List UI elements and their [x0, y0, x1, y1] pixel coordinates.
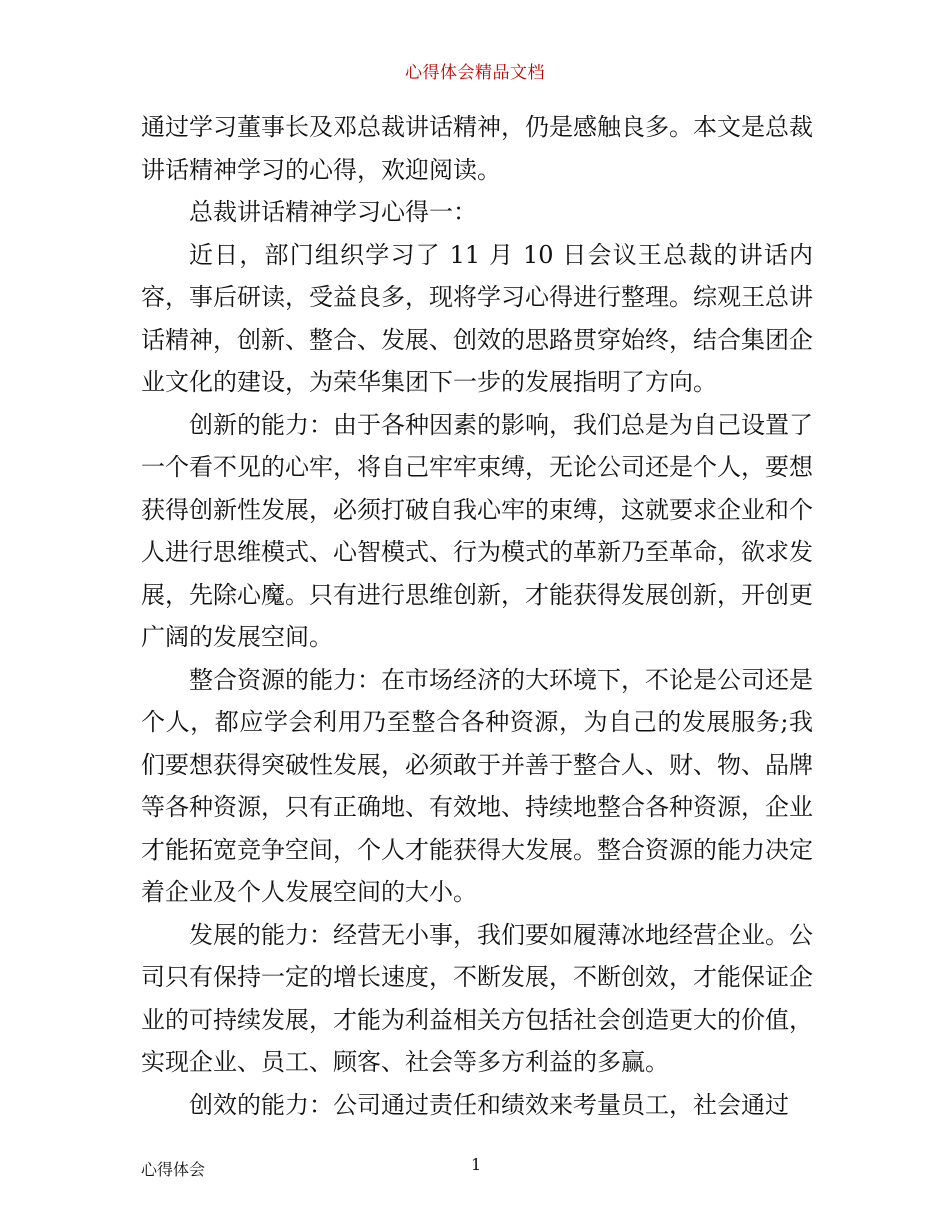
page-number: 1 [471, 1155, 482, 1174]
body-paragraph: 整合资源的能力：在市场经济的大环境下，不论是公司还是个人，都应学会利用乃至整合各种资源，为自己的发展服务;我们要想获得突破性发展，必须敢于并善于整合人、财、物、品牌等各种资源，只有正确地、有效地、持续地整合各种资源，企业才能拓宽竞争空间，个人才能获得大发展。整合资源的能力决定着企业及个人发展空间的大小。 [141, 665, 813, 906]
body-paragraph: 创新的能力：由于各种因素的影响，我们总是为自己设置了一个看不见的心牢，将自己牢牢束缚，无论公司还是个人，要想获得创新性发展，必须打破自我心牢的束缚，这就要求企业和个人进行思维模式、心智模式、行为模式的革新乃至革命，欲求发展，先除心魔。只有进行思维创新，才能获得发展创新，开创更广阔的发展空间。 [141, 410, 813, 651]
body-paragraph: 近日，部门组织学习了 11 月 10 日会议王总裁的讲话内容，事后研读，受益良多，现将学习心得进行整理。综观王总讲话精神，创新、整合、发展、创效的思路贯穿始终，结合集团企业文化的建设，为荣华集团下一步的发展指明了方向。 [141, 240, 813, 396]
section-heading: 总裁讲话精神学习心得一： [189, 198, 477, 226]
document-body [141, 106, 813, 1126]
page-header-title: 心得体会精品文档 [405, 63, 545, 83]
footer-label: 心得体会 [141, 1160, 206, 1179]
body-paragraph: 创效的能力：公司通过责任和绩效来考量员工，社会通过 [189, 1090, 789, 1119]
body-paragraph: 发展的能力：经营无小事，我们要如履薄冰地经营企业。公司只有保持一定的增长速度，不断发展，不断创效，才能保证企业的可持续发展，才能为利益相关方包括社会创造更大的价值，实现企业、员工、顾客、社会等多方利益的多赢。 [141, 920, 813, 1076]
intro-paragraph: 通过学习董事长及邓总裁讲话精神，仍是感触良多。本文是总裁讲话精神学习的心得，欢迎阅读。 [141, 113, 813, 184]
